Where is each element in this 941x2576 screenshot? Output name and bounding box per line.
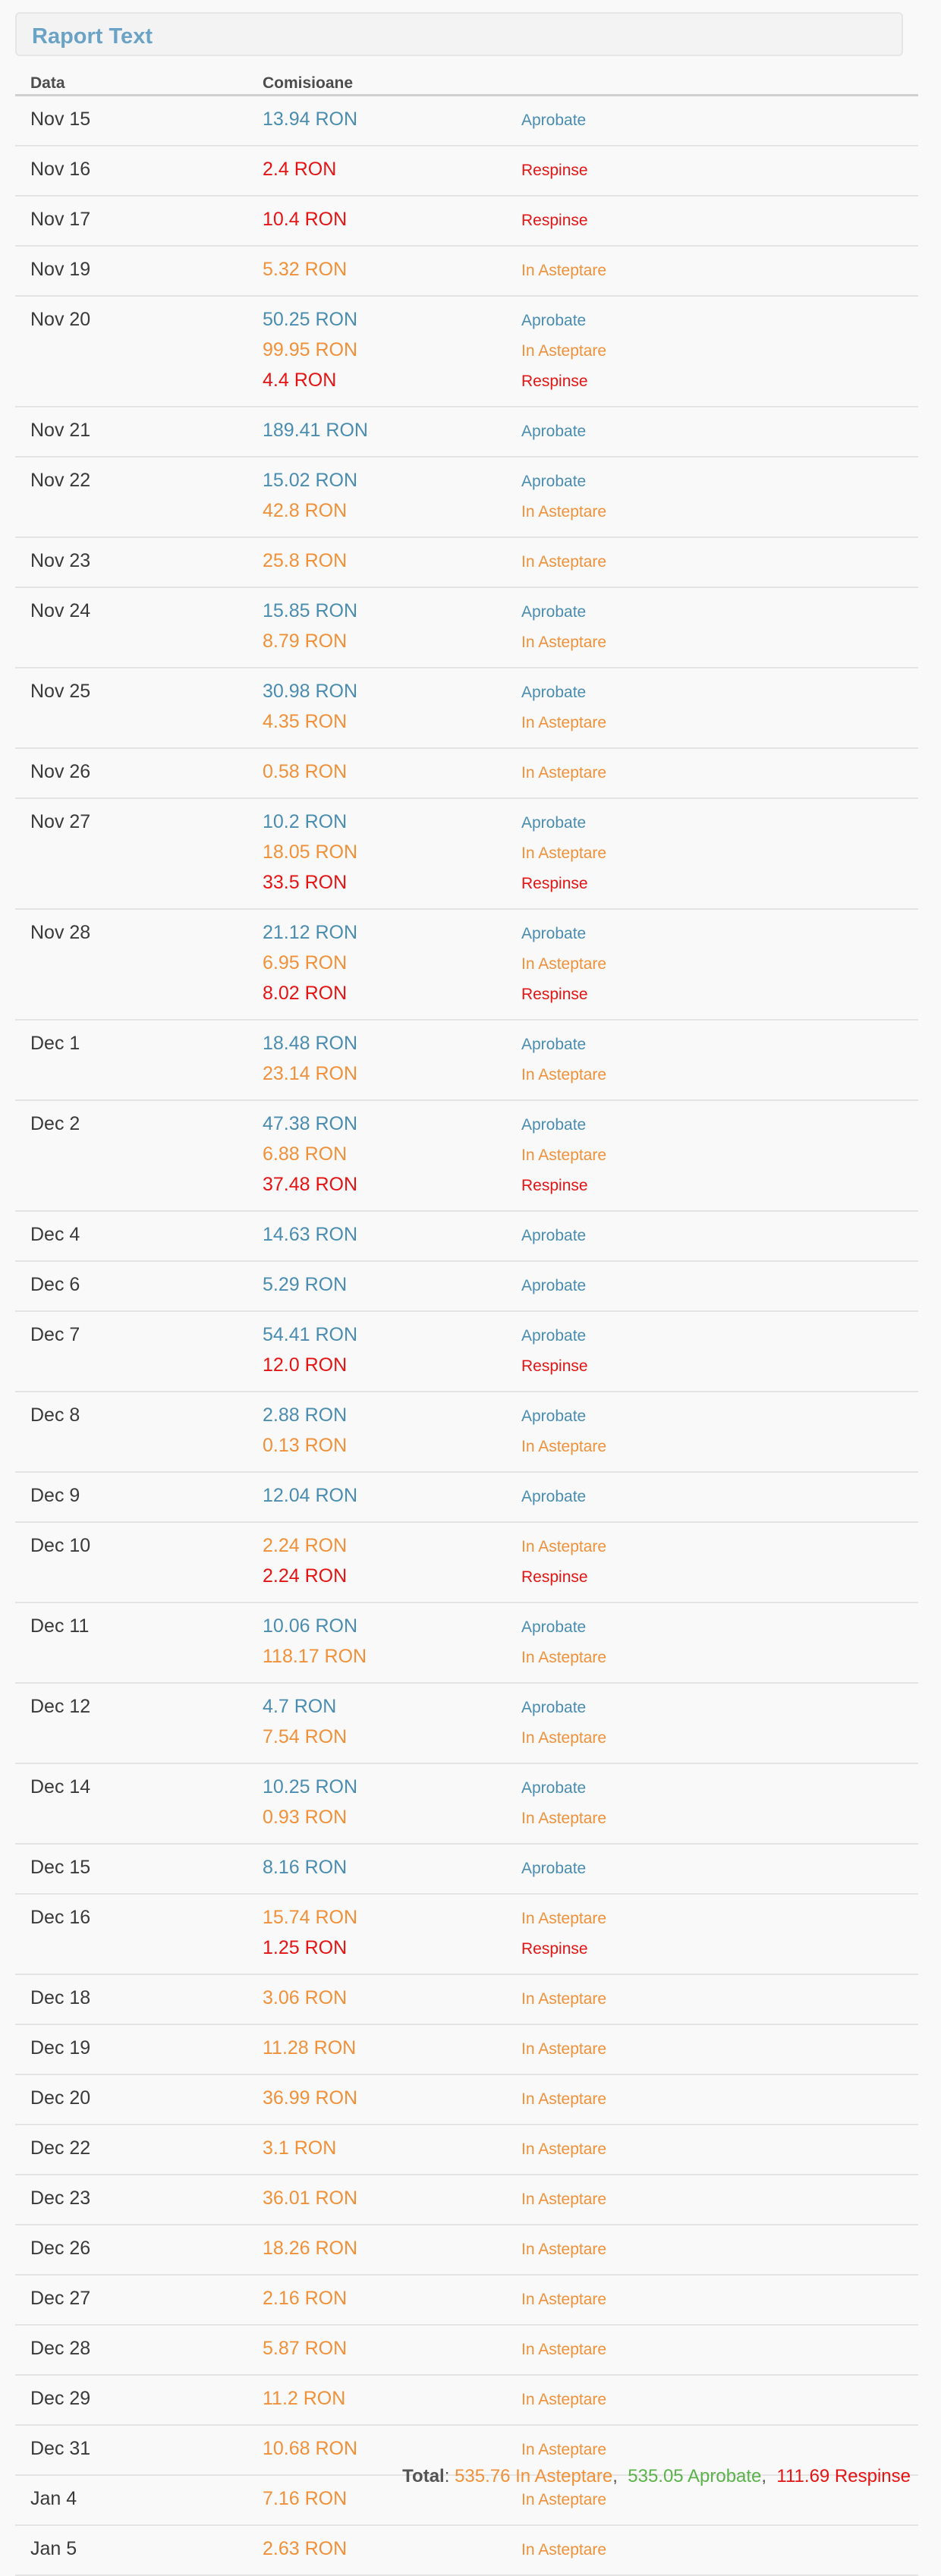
commission-status: In Asteptare bbox=[521, 503, 607, 521]
commission-entry bbox=[15, 1031, 918, 1062]
commission-status: Aprobate bbox=[521, 925, 587, 942]
commission-amount: 2.88 RON bbox=[263, 1404, 348, 1426]
commission-status: Aprobate bbox=[521, 312, 587, 329]
commission-status: Aprobate bbox=[521, 1408, 587, 1425]
commission-status: In Asteptare bbox=[521, 1066, 607, 1084]
commission-entry bbox=[15, 1112, 918, 1142]
total-pending: 535.76 In Asteptare bbox=[455, 2466, 613, 2486]
table-row bbox=[15, 2276, 918, 2326]
row-date: Dec 18 bbox=[30, 1987, 91, 2008]
commission-amount: 11.28 RON bbox=[263, 2037, 357, 2059]
commission-entry bbox=[15, 1725, 918, 1755]
commission-amount: 10.25 RON bbox=[263, 1776, 358, 1798]
commission-entry bbox=[15, 107, 918, 137]
commission-amount: 10.2 RON bbox=[263, 811, 348, 832]
commission-status: Aprobate bbox=[521, 1277, 587, 1294]
row-date: Nov 24 bbox=[30, 600, 91, 621]
commission-entry bbox=[15, 1644, 918, 1675]
commission-entry bbox=[15, 549, 918, 579]
row-date: Nov 25 bbox=[30, 681, 91, 702]
commission-status: In Asteptare bbox=[521, 2291, 607, 2308]
row-date: Dec 28 bbox=[30, 2338, 91, 2359]
commission-status: In Asteptare bbox=[521, 1538, 607, 1555]
commission-status: In Asteptare bbox=[521, 845, 607, 862]
commission-amount: 7.54 RON bbox=[263, 1726, 348, 1747]
commission-entry bbox=[15, 1805, 918, 1835]
commission-status: In Asteptare bbox=[521, 2090, 607, 2108]
commission-amount: 18.26 RON bbox=[263, 2238, 358, 2259]
commission-amount: 4.7 RON bbox=[263, 1696, 337, 1717]
commission-amount: 36.99 RON bbox=[263, 2087, 358, 2109]
table-row bbox=[15, 2526, 918, 2576]
commission-entry bbox=[15, 1855, 918, 1886]
commission-status: In Asteptare bbox=[521, 553, 607, 571]
commission-amount: 21.12 RON bbox=[263, 922, 358, 943]
commission-amount: 12.0 RON bbox=[263, 1354, 348, 1376]
commission-amount: 47.38 RON bbox=[263, 1113, 358, 1134]
row-date: Nov 21 bbox=[30, 420, 91, 441]
commission-entry bbox=[15, 1614, 918, 1644]
commission-amount: 15.74 RON bbox=[263, 1907, 358, 1928]
commission-status: In Asteptare bbox=[521, 2341, 607, 2358]
commission-status: In Asteptare bbox=[521, 955, 607, 973]
table-row bbox=[15, 458, 918, 538]
row-date: Nov 17 bbox=[30, 209, 91, 230]
report-header bbox=[15, 12, 903, 56]
row-date: Dec 26 bbox=[30, 2238, 91, 2259]
row-date: Dec 9 bbox=[30, 1485, 80, 1506]
commission-amount: 5.32 RON bbox=[263, 259, 348, 280]
commission-entry bbox=[15, 1062, 918, 1092]
commission-status: Aprobate bbox=[521, 603, 587, 621]
commission-status: Respinse bbox=[521, 162, 588, 179]
commission-entry bbox=[15, 418, 918, 448]
commission-entry bbox=[15, 1272, 918, 1303]
commission-amount: 2.63 RON bbox=[263, 2538, 348, 2559]
commission-status: In Asteptare bbox=[521, 1990, 607, 2008]
table-row bbox=[15, 297, 918, 407]
commission-amount: 2.24 RON bbox=[263, 1565, 348, 1587]
commission-amount: 3.1 RON bbox=[263, 2137, 337, 2159]
table-row bbox=[15, 2225, 918, 2276]
table-row bbox=[15, 538, 918, 588]
commission-amount: 15.85 RON bbox=[263, 600, 358, 621]
commission-entry bbox=[15, 1936, 918, 1966]
commission-status: In Asteptare bbox=[521, 764, 607, 782]
commission-amount: 6.88 RON bbox=[263, 1143, 348, 1165]
row-date: Dec 12 bbox=[30, 1696, 91, 1717]
commission-status: In Asteptare bbox=[521, 1910, 607, 1927]
row-date: Dec 6 bbox=[30, 1274, 80, 1295]
table-row bbox=[15, 1392, 918, 1473]
commission-amount: 2.16 RON bbox=[263, 2288, 348, 2309]
commission-entry bbox=[15, 2236, 918, 2266]
row-date: Jan 4 bbox=[30, 2488, 77, 2509]
commission-amount: 2.4 RON bbox=[263, 159, 337, 180]
commission-entry bbox=[15, 951, 918, 981]
commission-amount: 54.41 RON bbox=[263, 1324, 358, 1345]
commission-status: In Asteptare bbox=[521, 2191, 607, 2208]
commission-status: Respinse bbox=[521, 1177, 588, 1194]
commission-status: Aprobate bbox=[521, 473, 587, 490]
row-date: Nov 20 bbox=[30, 309, 91, 330]
commission-entry bbox=[15, 368, 918, 398]
row-date: Dec 15 bbox=[30, 1857, 91, 1878]
commission-entry bbox=[15, 2537, 918, 2567]
table-row bbox=[15, 146, 918, 197]
commission-entry bbox=[15, 257, 918, 288]
commission-status: Aprobate bbox=[521, 1779, 587, 1797]
commission-entry bbox=[15, 1905, 918, 1936]
commission-amount: 50.25 RON bbox=[263, 309, 358, 330]
row-date: Dec 4 bbox=[30, 1224, 80, 1245]
commission-entry bbox=[15, 1694, 918, 1725]
commission-status: Aprobate bbox=[521, 1036, 587, 1053]
commission-entry bbox=[15, 920, 918, 951]
commission-amount: 7.16 RON bbox=[263, 2488, 348, 2509]
commission-status: Respinse bbox=[521, 1357, 588, 1375]
row-date: Dec 16 bbox=[30, 1907, 91, 1928]
row-date: Dec 23 bbox=[30, 2188, 91, 2209]
commission-status: In Asteptare bbox=[521, 2541, 607, 2559]
commission-status: Aprobate bbox=[521, 1227, 587, 1244]
table-row bbox=[15, 1603, 918, 1684]
commission-amount: 12.04 RON bbox=[263, 1485, 358, 1506]
commission-amount: 13.94 RON bbox=[263, 109, 358, 130]
table-row bbox=[15, 407, 918, 458]
commission-status: Aprobate bbox=[521, 684, 587, 701]
table-row bbox=[15, 1021, 918, 1101]
commission-amount: 11.2 RON bbox=[263, 2388, 346, 2409]
row-date: Dec 2 bbox=[30, 1113, 80, 1134]
commission-amount: 2.24 RON bbox=[263, 1535, 348, 1556]
table-row bbox=[15, 1684, 918, 1764]
table-row bbox=[15, 588, 918, 668]
commission-amount: 6.95 RON bbox=[263, 952, 348, 973]
commission-status: In Asteptare bbox=[521, 342, 607, 360]
table-row bbox=[15, 96, 918, 146]
table-row bbox=[15, 1975, 918, 2025]
commission-amount: 42.8 RON bbox=[263, 500, 348, 521]
commission-amount: 33.5 RON bbox=[263, 872, 348, 893]
commission-status: In Asteptare bbox=[521, 2140, 607, 2158]
commission-entry bbox=[15, 2336, 918, 2367]
commission-status: Aprobate bbox=[521, 1116, 587, 1134]
commission-entry bbox=[15, 840, 918, 870]
table-row bbox=[15, 1895, 918, 1975]
table-row bbox=[15, 2175, 918, 2225]
table-row bbox=[15, 668, 918, 749]
table-row bbox=[15, 1764, 918, 1845]
commission-entry bbox=[15, 1564, 918, 1594]
commission-status: Respinse bbox=[521, 986, 588, 1003]
commission-entry bbox=[15, 1403, 918, 1433]
commission-entry bbox=[15, 760, 918, 790]
total-label: Total bbox=[402, 2466, 445, 2486]
commission-entry bbox=[15, 2386, 918, 2417]
commission-status: Aprobate bbox=[521, 1327, 587, 1345]
commission-entry bbox=[15, 499, 918, 529]
row-date: Dec 8 bbox=[30, 1404, 80, 1426]
commission-table bbox=[15, 70, 918, 2576]
commission-status: In Asteptare bbox=[521, 2491, 607, 2508]
commission-entry bbox=[15, 1353, 918, 1383]
commission-status: In Asteptare bbox=[521, 1146, 607, 1164]
commission-entry bbox=[15, 1172, 918, 1203]
commission-entry bbox=[15, 629, 918, 659]
row-date: Dec 31 bbox=[30, 2438, 91, 2459]
commission-entry bbox=[15, 157, 918, 187]
table-row bbox=[15, 1473, 918, 1523]
commission-amount: 10.4 RON bbox=[263, 209, 348, 230]
row-date: Nov 16 bbox=[30, 159, 91, 180]
commission-status: Aprobate bbox=[521, 1699, 587, 1716]
commission-amount: 0.58 RON bbox=[263, 761, 348, 782]
commission-amount: 8.16 RON bbox=[263, 1857, 348, 1878]
commission-entry bbox=[15, 981, 918, 1011]
row-date: Nov 27 bbox=[30, 811, 91, 832]
commission-amount: 8.79 RON bbox=[263, 631, 348, 652]
commission-amount: 189.41 RON bbox=[263, 420, 368, 441]
row-date: Nov 23 bbox=[30, 550, 91, 571]
table-row bbox=[15, 1312, 918, 1392]
row-date: Dec 11 bbox=[30, 1615, 90, 1637]
row-date: Dec 14 bbox=[30, 1776, 91, 1798]
commission-amount: 1.25 RON bbox=[263, 1937, 348, 1958]
commission-status: Aprobate bbox=[521, 1488, 587, 1505]
table-row bbox=[15, 2376, 918, 2426]
commission-amount: 10.06 RON bbox=[263, 1615, 358, 1637]
commission-amount: 18.05 RON bbox=[263, 841, 358, 863]
commission-status: Aprobate bbox=[521, 112, 587, 129]
table-row bbox=[15, 197, 918, 247]
commission-status: In Asteptare bbox=[521, 1438, 607, 1455]
commission-amount: 8.02 RON bbox=[263, 983, 348, 1004]
commission-status: Aprobate bbox=[521, 423, 587, 440]
row-date: Dec 27 bbox=[30, 2288, 91, 2309]
commission-amount: 23.14 RON bbox=[263, 1063, 358, 1084]
commission-entry bbox=[15, 2286, 918, 2317]
commission-amount: 0.93 RON bbox=[263, 1807, 348, 1828]
table-row bbox=[15, 247, 918, 297]
commission-entry bbox=[15, 338, 918, 368]
total-summary: Total: 535.76 In Asteptare, 535.05 Aprobate, 111.69 Respinse bbox=[402, 2466, 911, 2486]
commission-status: In Asteptare bbox=[521, 2040, 607, 2058]
row-date: Nov 22 bbox=[30, 470, 91, 491]
commission-entry bbox=[15, 870, 918, 901]
commission-status: In Asteptare bbox=[521, 2441, 607, 2458]
commission-status: In Asteptare bbox=[521, 634, 607, 651]
commission-amount: 5.87 RON bbox=[263, 2338, 348, 2359]
total-approved: 535.05 Aprobate bbox=[628, 2466, 762, 2486]
commission-entry bbox=[15, 1222, 918, 1253]
commission-status: Respinse bbox=[521, 1568, 588, 1586]
commission-entry bbox=[15, 468, 918, 499]
commission-amount: 0.13 RON bbox=[263, 1435, 348, 1456]
row-date: Nov 26 bbox=[30, 761, 91, 782]
commission-entry bbox=[15, 599, 918, 629]
commission-amount: 25.8 RON bbox=[263, 550, 348, 571]
table-row bbox=[15, 2326, 918, 2376]
commission-amount: 15.02 RON bbox=[263, 470, 358, 491]
commission-amount: 4.4 RON bbox=[263, 370, 337, 391]
commission-amount: 3.06 RON bbox=[263, 1987, 348, 2008]
commission-entry bbox=[15, 2036, 918, 2066]
commission-entry bbox=[15, 810, 918, 840]
commission-status: Aprobate bbox=[521, 1860, 587, 1877]
row-date: Dec 29 bbox=[30, 2388, 91, 2409]
commission-status: Aprobate bbox=[521, 814, 587, 832]
row-date: Dec 10 bbox=[30, 1535, 91, 1556]
commission-entry bbox=[15, 1142, 918, 1172]
row-date: Dec 7 bbox=[30, 1324, 80, 1345]
commission-status: In Asteptare bbox=[521, 262, 607, 279]
table-row bbox=[15, 749, 918, 799]
table-row bbox=[15, 2125, 918, 2175]
commission-amount: 4.35 RON bbox=[263, 711, 348, 732]
table-row bbox=[15, 2075, 918, 2125]
table-row bbox=[15, 1212, 918, 1262]
commission-status: In Asteptare bbox=[521, 714, 607, 731]
row-date: Nov 28 bbox=[30, 922, 91, 943]
commission-entry bbox=[15, 1775, 918, 1805]
commission-status: In Asteptare bbox=[521, 2241, 607, 2258]
commission-status: In Asteptare bbox=[521, 1810, 607, 1827]
table-row bbox=[15, 1101, 918, 1212]
commission-entry bbox=[15, 2136, 918, 2166]
column-header-commission: Comisioane bbox=[263, 74, 354, 92]
commission-entry bbox=[15, 207, 918, 237]
commission-status: In Asteptare bbox=[521, 1729, 607, 1747]
commission-entry bbox=[15, 679, 918, 709]
commission-status: Respinse bbox=[521, 212, 588, 229]
commission-amount: 18.48 RON bbox=[263, 1033, 358, 1054]
commission-amount: 14.63 RON bbox=[263, 1224, 358, 1245]
commission-amount: 99.95 RON bbox=[263, 339, 358, 360]
commission-amount: 36.01 RON bbox=[263, 2188, 358, 2209]
column-header-date: Data bbox=[30, 74, 65, 92]
commission-entry bbox=[15, 2086, 918, 2116]
table-header bbox=[15, 70, 918, 96]
commission-status: In Asteptare bbox=[521, 1649, 607, 1666]
commission-entry bbox=[15, 1433, 918, 1464]
table-row bbox=[15, 1262, 918, 1312]
table-row bbox=[15, 2025, 918, 2075]
commission-entry bbox=[15, 709, 918, 740]
commission-status: Aprobate bbox=[521, 1618, 587, 1636]
commission-entry bbox=[15, 2436, 918, 2467]
commission-amount: 30.98 RON bbox=[263, 681, 358, 702]
commission-entry bbox=[15, 2186, 918, 2216]
commission-entry bbox=[15, 307, 918, 338]
commission-entry bbox=[15, 1323, 918, 1353]
commission-amount: 37.48 RON bbox=[263, 1174, 358, 1195]
commission-status: Respinse bbox=[521, 373, 588, 390]
table-row bbox=[15, 1845, 918, 1895]
row-date: Dec 22 bbox=[30, 2137, 91, 2159]
commission-status: Respinse bbox=[521, 1940, 588, 1958]
table-row bbox=[15, 1523, 918, 1603]
row-date: Dec 1 bbox=[30, 1033, 80, 1054]
table-body bbox=[15, 96, 918, 2576]
table-row bbox=[15, 910, 918, 1021]
report-title: Raport Text bbox=[32, 24, 153, 49]
commission-entry bbox=[15, 1483, 918, 1514]
row-date: Nov 15 bbox=[30, 109, 91, 130]
row-date: Dec 20 bbox=[30, 2087, 91, 2109]
commission-status: In Asteptare bbox=[521, 2391, 607, 2408]
commission-amount: 10.68 RON bbox=[263, 2438, 358, 2459]
commission-entry bbox=[15, 1986, 918, 2016]
commission-status: Respinse bbox=[521, 875, 588, 892]
row-date: Jan 5 bbox=[30, 2538, 77, 2559]
row-date: Nov 19 bbox=[30, 259, 91, 280]
commission-amount: 118.17 RON bbox=[263, 1646, 367, 1667]
table-row bbox=[15, 799, 918, 910]
commission-entry bbox=[15, 2486, 918, 2517]
commission-entry bbox=[15, 1533, 918, 1564]
row-date: Dec 19 bbox=[30, 2037, 91, 2059]
total-rejected: 111.69 Respinse bbox=[776, 2466, 911, 2486]
commission-amount: 5.29 RON bbox=[263, 1274, 348, 1295]
